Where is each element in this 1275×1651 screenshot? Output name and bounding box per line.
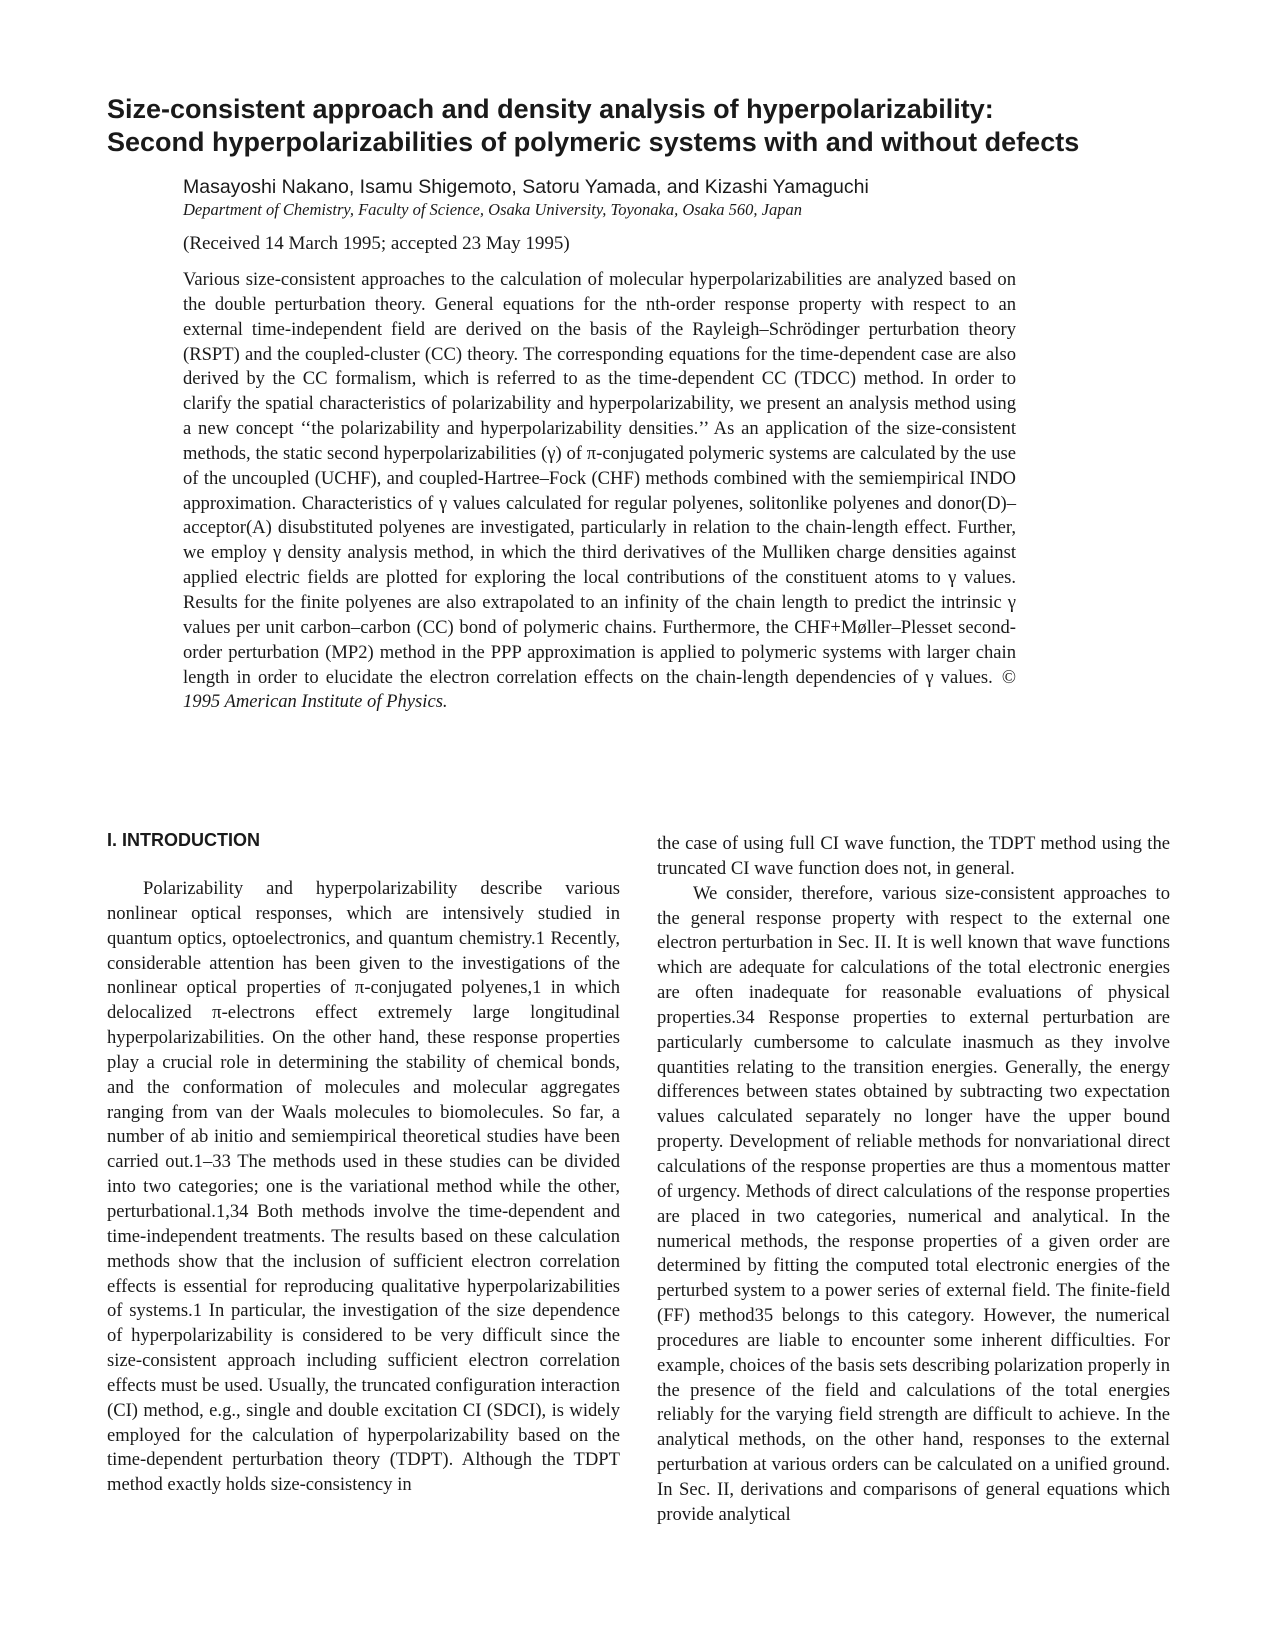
copyright-notice: 1995 American Institute of Physics.: [183, 691, 448, 713]
affiliation: Department of Chemistry, Faculty of Science, Osaka University, Toyonaka, Osaka 560, Japan: [183, 200, 802, 219]
title-line-2: Second hyperpolarizabilities of polymeric systems with and without defects: [107, 127, 1080, 157]
intro-paragraph-1-continued: the case of using full CI wave function, the TDPT method using the truncated CI wave function does not, in general.: [657, 833, 1170, 879]
intro-paragraph-1: Polarizability and hyperpolarizability describe various nonlinear optical responses, which are intensively studied in quantum optics, optoelectronics, and quantum chemistry.1 Recently, considerable attention has been given to the investigations of the nonlinear optical properties of π-conjugated polyenes,1 in which delocalized π-electrons effect extremely large longitudinal hyperpolarizabilities. On the other hand, these response properties play a crucial role in determining the stability of chemical bonds, and the conformation of molecules and molecular aggregates ranging from van der Waals molecules to biomolecules. So far, a number of ab initio and semiempirical theoretical studies have been carried out.1–33 The methods used in these studies can be divided into two categories; one is the variational method while the other, perturbational.1,34 Both methods involve the time-dependent and time-independent treatments. The results based on these calculation methods show that the inclusion of sufficient electron correlation effects is essential for reproducing qualitative hyperpolarizabilities of systems.1 In particular, the investigation of the size dependence of hyperpolarizability is considered to be very difficult since the size-consistent approach including sufficient electron correlation effects must be used. Usually, the truncated configuration interaction (CI) method, e.g., single and double excitation CI (SDCI), is widely employed for the calculation of hyperpolarizability based on the time-dependent perturbation theory (TDPT). Although the TDPT method exactly holds size-consistency in: [107, 878, 620, 1496]
paper-title: [107, 93, 1187, 159]
title-line-1: Size-consistent approach and density analysis of hyperpolarizability:: [107, 94, 994, 124]
author-list: Masayoshi Nakano, Isamu Shigemoto, Satoru Yamada, and Kizashi Yamaguchi: [183, 176, 869, 198]
intro-paragraph-2: We consider, therefore, various size-consistent approaches to the general response property with respect to the external one electron perturbation in Sec. II. It is well known that wave functions which are adequate for calculations of the total electronic energies are often inadequate for reasonable evaluations of physical properties.34 Response properties to external perturbation are particularly cumbersome to calculate inasmuch as they involve quantities relating to the transition energies. Generally, the energy differences between states obtained by subtracting two expectation values calculated separately no longer have the upper bound property. Development of reliable methods for nonvariational direct calculations of the response properties are thus a momentous matter of urgency. Methods of direct calculations of the response properties are placed in two categories, numerical and analytical. In the numerical methods, the response properties of a given order are determined by fitting the computed total electronic energies of the perturbed system to a power series of external field. The finite-field (FF) method35 belongs to this category. However, the numerical procedures are liable to encounter some inherent difficulties. For example, choices of the basis sets describing polarization properly in the presence of the field and calculations of the total energies reliably for the varying field strength are difficult to achieve. In the analytical methods, on the other hand, responses to the external perturbation at various orders can be calculated on a unified ground. In Sec. II, derivations and comparisons of general equations which provide analytical: [657, 882, 1170, 1525]
received-date: (Received 14 March 1995; accepted 23 May 1995): [183, 233, 570, 254]
section-heading-introduction: I. INTRODUCTION: [107, 830, 260, 850]
abstract: [183, 268, 1016, 715]
copyright-symbol: ©: [1001, 666, 1016, 688]
abstract-text: Various size-consistent approaches to the calculation of molecular hyperpolarizabilities are analyzed based on the double perturbation theory. General equations for the nth-order response property with respect to an external time-independent field are derived on the basis of the Rayleigh–Schrödinger perturbation theory (RSPT) and the coupled-cluster (CC) theory. The corresponding equations for the time-dependent case are also derived by the CC formalism, which is referred to as the time-dependent CC (TDCC) method. In order to clarify the spatial characteristics of polarizability and hyperpolarizability, we present an analysis method using a new concept ‘‘the polarizability and hyperpolarizability densities.’’ As an application of the size-consistent methods, the static second hyperpolarizabilities (γ) of π-conjugated polymeric systems are calculated by the use of the uncoupled (UCHF), and coupled-Hartree–Fock (CHF) methods combined with the semiempirical INDO approximation. Characteristics of γ values calculated for regular polyenes, solitonlike polyenes and donor(D)–acceptor(A) disubstituted polyenes are investigated, particularly in relation to the chain-length effect. Further, we employ γ density analysis method, in which the third derivatives of the Mulliken charge densities against applied electric fields are plotted for exploring the local contributions of the constituent atoms to γ values. Results for the finite polyenes are also extrapolated to an infinity of the chain length to predict the intrinsic γ values per unit carbon–carbon (CC) bond of polymeric chains. Furthermore, the CHF+Møller–Plesset second-order perturbation (MP2) method in the PPP approximation is applied to polymeric systems with larger chain length in order to elucidate the electron correlation effects on the chain-length dependencies of γ values.: [183, 269, 1016, 688]
left-column: [107, 832, 620, 1498]
right-column: [657, 832, 1170, 1528]
